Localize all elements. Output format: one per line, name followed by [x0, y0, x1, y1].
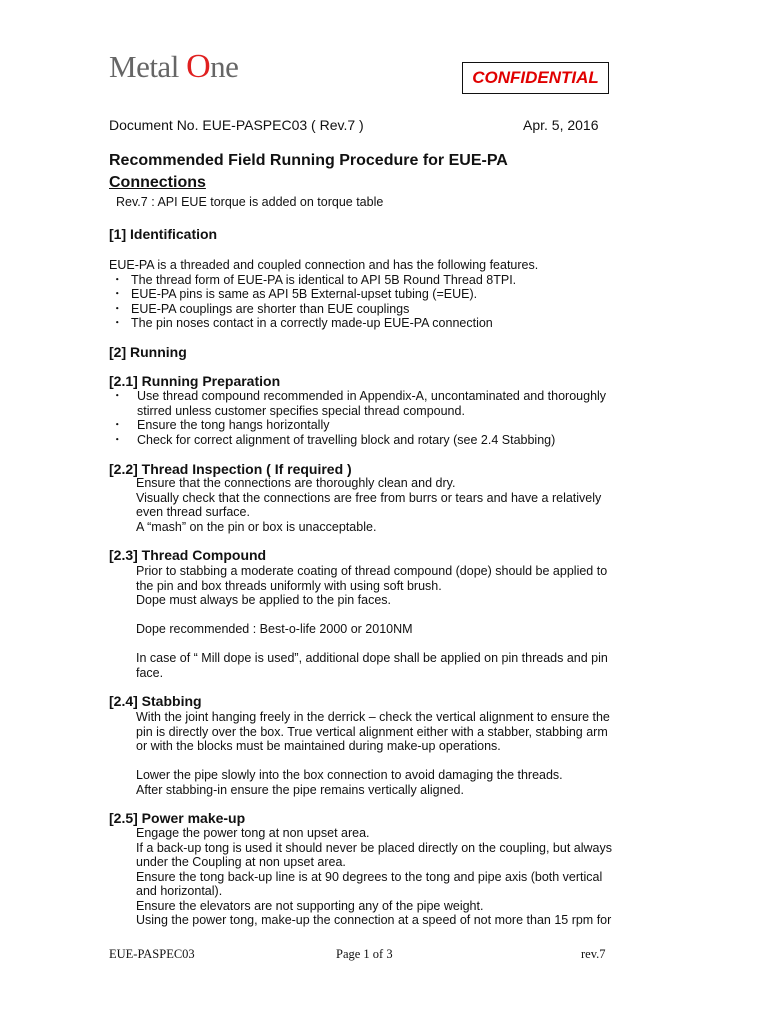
thread-inspection-body: Ensure that the connections are thoroughly clean and dry. Visually check that the connections are free from burrs or tears and have a relatively even thread surface. A “mash” on the pin or box is unacceptable.	[136, 476, 602, 534]
list-item-continuation: stirred unless customer specifies special thread compound.	[137, 403, 465, 418]
section-heading-running-preparation: [2.1] Running Preparation	[109, 373, 281, 389]
section-heading-power-makeup: [2.5] Power make-up	[109, 810, 246, 826]
list-item: ・ EUE-PA pins is same as API 5B External-upset tubing (=EUE).	[111, 287, 478, 301]
document-number: Document No. EUE-PASPEC03 ( Rev.7 )	[109, 117, 364, 133]
section-heading-stabbing: [2.4] Stabbing	[109, 693, 202, 709]
power-makeup-body: Engage the power tong at non upset area. If a back-up tong is used it should never be placed directly on the coupling, but always under the Coupling at non upset area. Ensure the tong back-up line is at 90 degrees to the tong and pipe axis (both vertical and horizontal). Ensure the elevators are not supporting any of the pipe weight. Using the power tong, make-up the connection at a speed of not more than 15 rpm for	[136, 826, 612, 927]
confidential-stamp: CONFIDENTIAL	[462, 62, 609, 94]
company-logo: Metal One	[109, 48, 239, 85]
thread-compound-body: Prior to stabbing a moderate coating of thread compound (dope) should be applied to the pin and box threads uniformly with using soft brush. Dope must always be applied to the pin faces. Dope recommended : Best-o-life 2000 or 2010NM In case of “ Mill dope is used”, additional dope shall be applied on pin threads and pin face.	[136, 564, 608, 680]
list-item: ・ Use thread compound recommended in Appendix-A, uncontaminated and thoroughly	[111, 389, 607, 403]
stabbing-body: With the joint hanging freely in the derrick – check the vertical alignment to ensure the pin is directly over the box. True vertical alignment either with a stabber, stabbing arm or with the blocks must be maintained during make-up operations. Lower the pipe slowly into the box connection to avoid damaging the threads. After stabbing-in ensure the pipe remains vertically aligned.	[136, 710, 610, 797]
section-heading-thread-compound: [2.3] Thread Compound	[109, 547, 267, 563]
section-heading-running: [2] Running	[109, 344, 187, 360]
identification-body: EUE-PA is a threaded and coupled connection and has the following features. ・ The thread form of EUE-PA is identical to API 5B Round Thread 8TPI. ・ EUE-PA pins is same as API 5B External-upset tubing (=EUE). ・ EUE-PA couplings are shorter than EUE couplings ・ The pin noses contact in a correctly made-up EUE-PA connection	[109, 258, 539, 330]
list-item: ・ The thread form of EUE-PA is identical to API 5B Round Thread 8TPI.	[111, 272, 517, 287]
revision-note: Rev.7 : API EUE torque is added on torque table	[116, 195, 384, 209]
list-item: ・ Ensure the tong hangs horizontally	[111, 418, 330, 432]
section-heading-identification: [1] Identification	[109, 226, 218, 242]
document-date: Apr. 5, 2016	[523, 117, 599, 133]
footer-revision: rev.7	[581, 947, 606, 961]
document-title: Recommended Field Running Procedure for EUE-PA Connections	[109, 152, 508, 191]
running-preparation-body	[109, 389, 606, 447]
list-item: ・ EUE-PA couplings are shorter than EUE couplings	[111, 301, 410, 316]
list-item: ・ Check for correct alignment of travelling block and rotary (see 2.4 Stabbing)	[111, 432, 556, 447]
footer-page-number: Page 1 of 3	[336, 947, 393, 961]
footer-document-id: EUE-PASPEC03	[109, 947, 195, 961]
identification-list	[109, 273, 538, 331]
list-item: ・ The pin noses contact in a correctly made-up EUE-PA connection	[111, 316, 493, 330]
section-heading-thread-inspection: [2.2] Thread Inspection ( If required )	[109, 461, 352, 477]
